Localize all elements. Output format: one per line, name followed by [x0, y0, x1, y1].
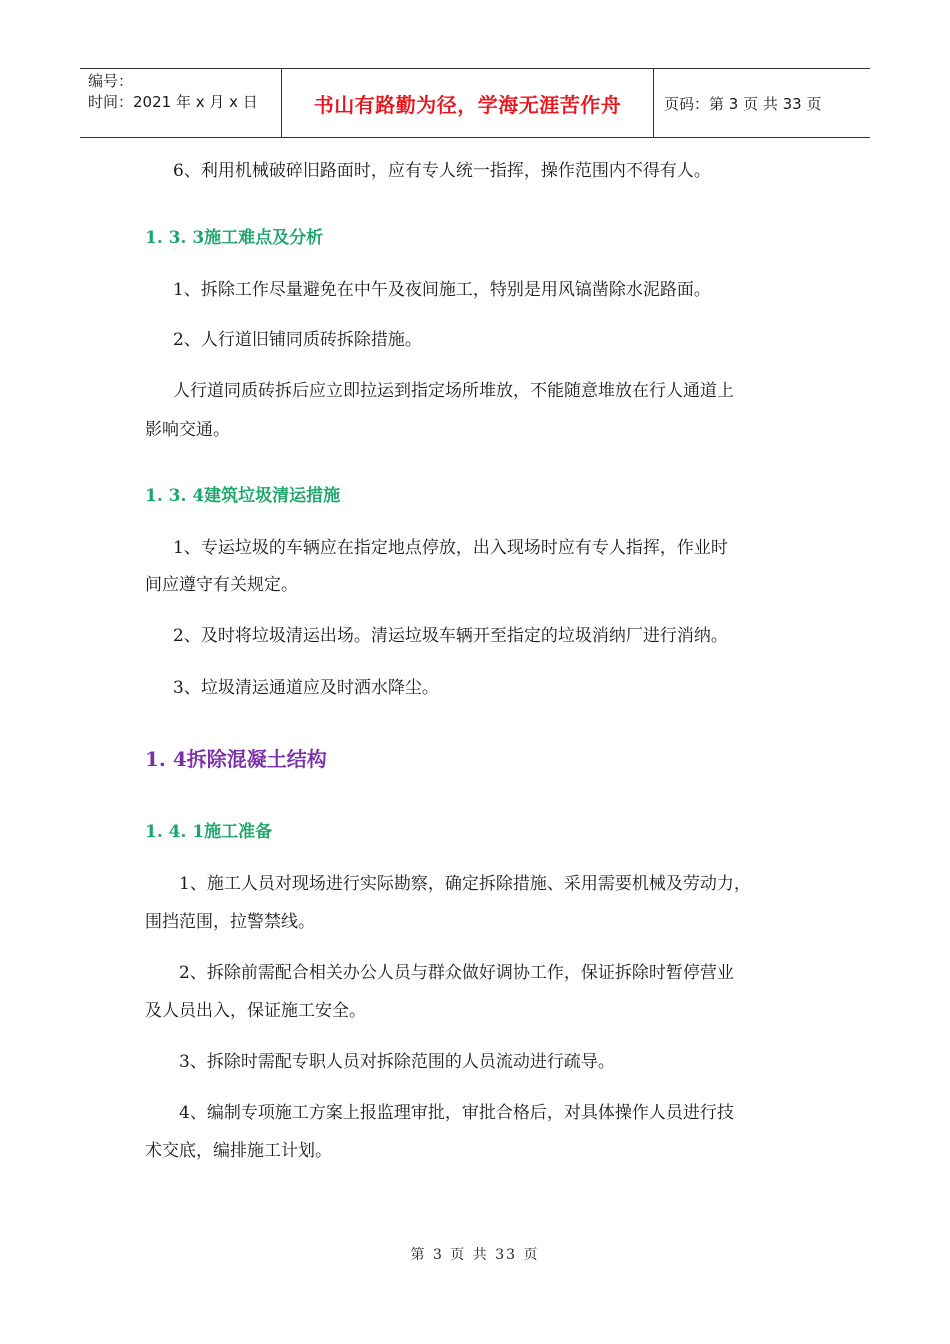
paragraph: 人行道同质砖拆后应立即拉运到指定场所堆放，不能随意堆放在行人通道上 — [173, 381, 734, 401]
page-header — [80, 68, 870, 138]
paragraph: 2、及时将垃圾清运出场。清运垃圾车辆开至指定的垃圾消纳厂进行消纳。 — [173, 626, 728, 646]
doc-time-label: 时间：2021 年 x 月 x 日 — [88, 93, 258, 111]
paragraph: 2、人行道旧铺同质砖拆除措施。 — [173, 330, 422, 350]
header-meta — [80, 69, 282, 137]
paragraph: 影响交通。 — [145, 420, 230, 440]
page-footer: 第 3 页 共 33 页 — [410, 1247, 540, 1263]
section-heading-1-4-1: 1. 4. 1施工准备 — [145, 822, 273, 842]
paragraph: 3、垃圾清运通道应及时洒水降尘。 — [173, 678, 439, 698]
paragraph: 术交底，编排施工计划。 — [145, 1141, 332, 1161]
header-motto: 书山有路勤为径，学海无涯苦作舟 — [282, 69, 654, 137]
doc-number-label: 编号： — [88, 72, 134, 90]
paragraph: 间应遵守有关规定。 — [145, 575, 298, 595]
paragraph: 2、拆除前需配合相关办公人员与群众做好调协工作，保证拆除时暂停营业 — [179, 963, 734, 983]
paragraph: 4、编制专项施工方案上报监理审批，审批合格后，对具体操作人员进行技 — [179, 1103, 734, 1123]
paragraph: 1、施工人员对现场进行实际勘察，确定拆除措施、采用需要机械及劳动力， — [179, 874, 751, 894]
header-page-info: 页码：第 3 页 共 33 页 — [664, 94, 822, 113]
paragraph: 及人员出入，保证施工安全。 — [145, 1001, 366, 1021]
paragraph: 1、拆除工作尽量避免在中午及夜间施工，特别是用风镐凿除水泥路面。 — [173, 280, 711, 300]
paragraph: 1、专运垃圾的车辆应在指定地点停放，出入现场时应有专人指挥，作业时 — [173, 538, 728, 558]
section-heading-1-3-4: 1. 3. 4建筑垃圾清运措施 — [145, 486, 341, 506]
section-heading-1-4: 1. 4拆除混凝土结构 — [145, 747, 327, 771]
paragraph: 6、利用机械破碎旧路面时，应有专人统一指挥，操作范围内不得有人。 — [173, 161, 711, 181]
paragraph: 围挡范围，拉警禁线。 — [145, 912, 315, 932]
section-heading-1-3-3: 1. 3. 3施工难点及分析 — [145, 228, 324, 248]
paragraph: 3、拆除时需配专职人员对拆除范围的人员流动进行疏导。 — [179, 1052, 615, 1072]
